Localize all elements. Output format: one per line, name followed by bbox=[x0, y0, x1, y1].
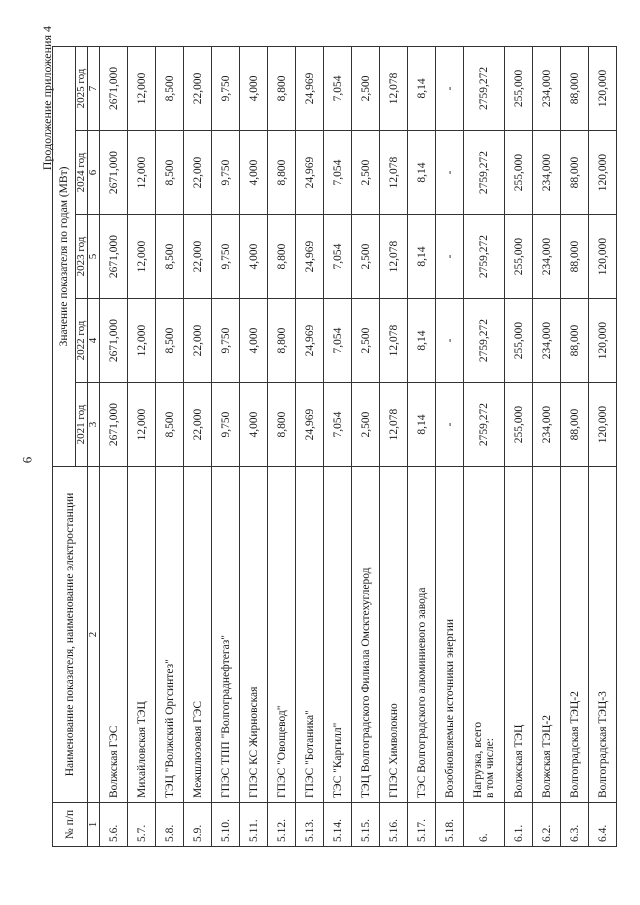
value-cell: - bbox=[436, 46, 464, 130]
value-cell: 4,000 bbox=[240, 46, 268, 130]
value-cell: 2671,000 bbox=[100, 383, 128, 467]
value-cell: 8,800 bbox=[268, 131, 296, 215]
value-cell: 2,500 bbox=[352, 46, 380, 130]
value-cell: 234,000 bbox=[533, 299, 561, 383]
table-row bbox=[436, 46, 464, 846]
table-row bbox=[268, 46, 296, 846]
value-cell: 9,750 bbox=[212, 215, 240, 299]
value-cell: 2759,272 bbox=[464, 46, 505, 130]
table-row bbox=[212, 46, 240, 846]
row-name: ТЭЦ "Волжский Оргсинтез" bbox=[156, 467, 184, 803]
row-number: 6. bbox=[464, 803, 505, 847]
row-number: 5.16. bbox=[380, 803, 408, 847]
row-number: 5.14. bbox=[324, 803, 352, 847]
value-cell: 12,078 bbox=[380, 131, 408, 215]
value-cell: 8,800 bbox=[268, 383, 296, 467]
table-row bbox=[352, 46, 380, 846]
value-cell: 255,000 bbox=[505, 383, 533, 467]
value-cell: 120,000 bbox=[589, 215, 617, 299]
value-cell: 22,000 bbox=[184, 299, 212, 383]
row-name: ГПЭС Химволокно bbox=[380, 467, 408, 803]
header-group: Значение показателя по годам (МВт) bbox=[53, 46, 76, 466]
value-cell: 24,969 bbox=[296, 46, 324, 130]
row-number: 5.11. bbox=[240, 803, 268, 847]
value-cell: 234,000 bbox=[533, 383, 561, 467]
value-cell: 255,000 bbox=[505, 46, 533, 130]
value-cell: 255,000 bbox=[505, 215, 533, 299]
value-cell: 7,054 bbox=[324, 131, 352, 215]
row-name-subline: в том числе: bbox=[484, 738, 496, 798]
col-number: 1 bbox=[88, 803, 100, 847]
value-cell: 234,000 bbox=[533, 131, 561, 215]
row-number: 5.8. bbox=[156, 803, 184, 847]
value-cell: 8,500 bbox=[156, 383, 184, 467]
row-name: Михайловская ТЭЦ bbox=[128, 467, 156, 803]
value-cell: 8,500 bbox=[156, 299, 184, 383]
row-name: Возобновляемые источники энергии bbox=[436, 467, 464, 803]
row-name: ГПЭС КС Жирновская bbox=[240, 467, 268, 803]
table-row bbox=[296, 46, 324, 846]
value-cell: 120,000 bbox=[589, 131, 617, 215]
row-number: 5.9. bbox=[184, 803, 212, 847]
row-name: ТЭС Волгоградского алюминиевого завода bbox=[408, 467, 436, 803]
value-cell: 234,000 bbox=[533, 46, 561, 130]
value-cell: 4,000 bbox=[240, 299, 268, 383]
table-row bbox=[184, 46, 212, 846]
value-cell: 2759,272 bbox=[464, 131, 505, 215]
header-year: 2023 год bbox=[76, 215, 88, 299]
table-body bbox=[100, 46, 617, 846]
value-cell: 22,000 bbox=[184, 383, 212, 467]
col-number: 6 bbox=[88, 131, 100, 215]
table-row bbox=[464, 46, 505, 846]
header-name: Наименование показателя, наименование электростанции bbox=[53, 467, 88, 803]
value-cell: 24,969 bbox=[296, 131, 324, 215]
value-cell: 12,078 bbox=[380, 215, 408, 299]
table-row bbox=[100, 46, 128, 846]
table-row bbox=[156, 46, 184, 846]
value-cell: 2671,000 bbox=[100, 131, 128, 215]
table-row bbox=[380, 46, 408, 846]
value-cell: 8,14 bbox=[408, 299, 436, 383]
value-cell: 12,078 bbox=[380, 383, 408, 467]
table-row bbox=[533, 46, 561, 846]
value-cell: 4,000 bbox=[240, 383, 268, 467]
value-cell: 12,000 bbox=[128, 131, 156, 215]
row-number: 5.12. bbox=[268, 803, 296, 847]
row-number: 6.2. bbox=[533, 803, 561, 847]
value-cell: 88,000 bbox=[561, 131, 589, 215]
value-cell: 7,054 bbox=[324, 215, 352, 299]
value-cell: 8,500 bbox=[156, 215, 184, 299]
value-cell: 12,000 bbox=[128, 383, 156, 467]
value-cell: 255,000 bbox=[505, 299, 533, 383]
row-name: Волгоградская ТЭЦ-3 bbox=[589, 467, 617, 803]
table-row bbox=[324, 46, 352, 846]
value-cell: 2759,272 bbox=[464, 215, 505, 299]
row-name: Межшлюзовая ГЭС bbox=[184, 467, 212, 803]
value-cell: 2759,272 bbox=[464, 383, 505, 467]
value-cell: 4,000 bbox=[240, 131, 268, 215]
table-row bbox=[589, 46, 617, 846]
header-year: 2021 год bbox=[76, 383, 88, 467]
value-cell: 8,500 bbox=[156, 46, 184, 130]
col-number: 3 bbox=[88, 383, 100, 467]
col-number: 4 bbox=[88, 299, 100, 383]
row-number: 5.6. bbox=[100, 803, 128, 847]
table-row bbox=[561, 46, 589, 846]
value-cell: 88,000 bbox=[561, 383, 589, 467]
col-number: 7 bbox=[88, 46, 100, 130]
row-number: 5.13. bbox=[296, 803, 324, 847]
row-number: 6.3. bbox=[561, 803, 589, 847]
value-cell: 8,14 bbox=[408, 46, 436, 130]
row-number: 5.7. bbox=[128, 803, 156, 847]
row-name bbox=[464, 467, 505, 803]
value-cell: 8,14 bbox=[408, 131, 436, 215]
value-cell: 2671,000 bbox=[100, 215, 128, 299]
value-cell: 2671,000 bbox=[100, 46, 128, 130]
value-cell: 8,800 bbox=[268, 299, 296, 383]
power-plant-capacity-table bbox=[52, 46, 617, 847]
value-cell: 22,000 bbox=[184, 46, 212, 130]
table-row bbox=[505, 46, 533, 846]
value-cell: 4,000 bbox=[240, 215, 268, 299]
value-cell: 9,750 bbox=[212, 299, 240, 383]
value-cell: 2,500 bbox=[352, 131, 380, 215]
row-name: ГПЭС "Ботаника" bbox=[296, 467, 324, 803]
header-year: 2025 год bbox=[76, 46, 88, 130]
value-cell: 120,000 bbox=[589, 46, 617, 130]
value-cell: 2671,000 bbox=[100, 299, 128, 383]
col-number: 2 bbox=[88, 467, 100, 803]
value-cell: 12,078 bbox=[380, 299, 408, 383]
value-cell: 120,000 bbox=[589, 299, 617, 383]
value-cell: 12,000 bbox=[128, 215, 156, 299]
value-cell: 9,750 bbox=[212, 383, 240, 467]
row-name: ГПЭС ТПП "Волгограднефтегаз" bbox=[212, 467, 240, 803]
value-cell: 24,969 bbox=[296, 215, 324, 299]
value-cell: 9,750 bbox=[212, 131, 240, 215]
row-number: 6.4. bbox=[589, 803, 617, 847]
col-number: 5 bbox=[88, 215, 100, 299]
value-cell: 7,054 bbox=[324, 383, 352, 467]
value-cell: 2759,272 bbox=[464, 299, 505, 383]
table-row bbox=[128, 46, 156, 846]
value-cell: 24,969 bbox=[296, 383, 324, 467]
value-cell: 234,000 bbox=[533, 215, 561, 299]
row-name-line: Нагрузка, всего bbox=[472, 721, 484, 798]
value-cell: 7,054 bbox=[324, 46, 352, 130]
value-cell: 7,054 bbox=[324, 299, 352, 383]
value-cell: - bbox=[436, 215, 464, 299]
value-cell: 2,500 bbox=[352, 383, 380, 467]
row-name: ГПЭС "Овощевод" bbox=[268, 467, 296, 803]
row-name: ТЭЦ Волгоградского Филиала Омсктехуглерод bbox=[352, 467, 380, 803]
row-name: Волжская ГЭС bbox=[100, 467, 128, 803]
value-cell: 8,500 bbox=[156, 131, 184, 215]
value-cell: 88,000 bbox=[561, 46, 589, 130]
value-cell: - bbox=[436, 299, 464, 383]
value-cell: - bbox=[436, 131, 464, 215]
value-cell: 8,800 bbox=[268, 215, 296, 299]
header-year: 2024 год bbox=[76, 131, 88, 215]
row-name: Волжская ТЭЦ-2 bbox=[533, 467, 561, 803]
row-number: 5.10. bbox=[212, 803, 240, 847]
value-cell: 22,000 bbox=[184, 131, 212, 215]
value-cell: 8,800 bbox=[268, 46, 296, 130]
value-cell: 255,000 bbox=[505, 131, 533, 215]
value-cell: 8,14 bbox=[408, 383, 436, 467]
value-cell: 2,500 bbox=[352, 215, 380, 299]
row-name: Волжская ТЭЦ bbox=[505, 467, 533, 803]
value-cell: 88,000 bbox=[561, 299, 589, 383]
row-name: ТЭС "Каргилл" bbox=[324, 467, 352, 803]
value-cell: 24,969 bbox=[296, 299, 324, 383]
row-number: 5.15. bbox=[352, 803, 380, 847]
value-cell: 88,000 bbox=[561, 215, 589, 299]
value-cell: 22,000 bbox=[184, 215, 212, 299]
appendix-continuation-label: Продолжение приложения 4 bbox=[40, 26, 54, 171]
value-cell: 12,000 bbox=[128, 46, 156, 130]
value-cell: - bbox=[436, 383, 464, 467]
value-cell: 8,14 bbox=[408, 215, 436, 299]
value-cell: 2,500 bbox=[352, 299, 380, 383]
value-cell: 12,000 bbox=[128, 299, 156, 383]
page-number: 6 bbox=[19, 456, 35, 464]
value-cell: 120,000 bbox=[589, 383, 617, 467]
header-num: № п/п bbox=[53, 803, 88, 847]
row-number: 6.1. bbox=[505, 803, 533, 847]
value-cell: 12,078 bbox=[380, 46, 408, 130]
row-name: Волгоградская ТЭЦ-2 bbox=[561, 467, 589, 803]
value-cell: 9,750 bbox=[212, 46, 240, 130]
row-number: 5.17. bbox=[408, 803, 436, 847]
row-number: 5.18. bbox=[436, 803, 464, 847]
header-year: 2022 год bbox=[76, 299, 88, 383]
table-row bbox=[240, 46, 268, 846]
table-row bbox=[408, 46, 436, 846]
